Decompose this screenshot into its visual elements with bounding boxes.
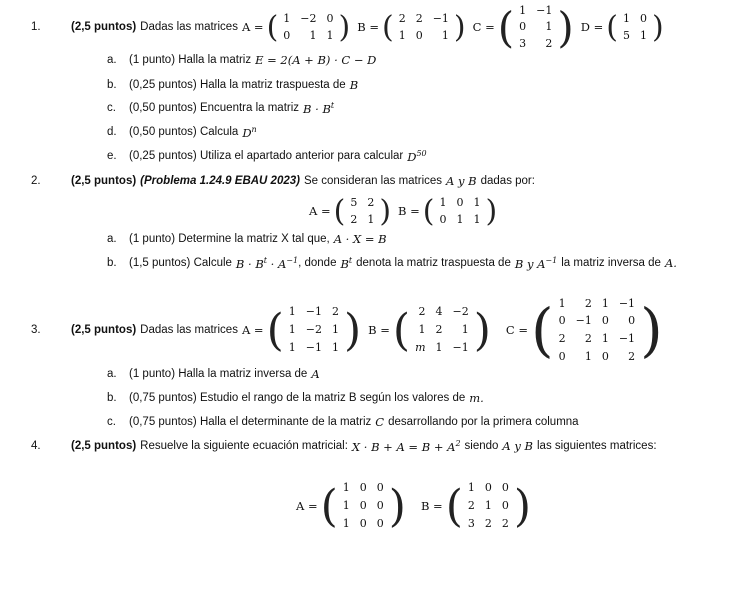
matrix-cell: 0 <box>376 499 384 513</box>
matrix-cell: 1 <box>309 29 317 42</box>
matrix-cell: −2 <box>305 323 322 337</box>
matrix-cell: 0 <box>359 481 367 495</box>
problem-reference: (Problema 1.24.9 EBAU 2023) <box>140 175 300 187</box>
item-sup: 50 <box>416 149 427 158</box>
matrix-cell: 2 <box>558 332 566 346</box>
matrix-cell: 0 <box>376 517 384 531</box>
matrix-A: ( 1 −2 0 0 1 1 ) <box>266 9 351 45</box>
p3-item-a <box>107 367 320 381</box>
item-math: A · X = B <box>333 232 387 246</box>
item-math: D <box>407 149 417 164</box>
matrix-C: ( 1 −1 0 1 3 2 ) <box>497 2 574 52</box>
item-math: A. <box>664 256 677 271</box>
item-text: (1 punto) Determine la matriz X tal que, <box>129 233 330 245</box>
end-text: las siguientes matrices: <box>537 440 657 453</box>
p1-item-a <box>107 53 376 67</box>
item-math: B <box>340 256 349 271</box>
label-B: B = <box>398 204 420 218</box>
matrix-cell: 0 <box>501 481 509 495</box>
item-letter: a. <box>107 368 117 380</box>
matrix-cell: 2 <box>501 517 509 531</box>
item-text: denota la matriz traspuesta de <box>356 257 511 270</box>
item-text: la matriz inversa de <box>561 257 661 270</box>
matrix-cell: 1 <box>558 296 566 310</box>
item-math: A <box>311 367 320 381</box>
matrix-cell: 0 <box>601 349 609 363</box>
problem-4-matrices <box>296 480 534 532</box>
matrix-A: ( 1 0 0 1 0 0 1 0 0 ) <box>320 480 406 532</box>
label-C: C = <box>472 20 495 34</box>
matrix-cell: 1 <box>342 481 350 495</box>
problem-2-matrices <box>309 193 500 229</box>
label-A: A = <box>309 204 331 218</box>
p1-item-d <box>107 125 257 140</box>
matrix-cell: 1 <box>473 195 481 209</box>
label-C: C = <box>505 323 528 337</box>
matrix-cell: 2 <box>584 332 592 346</box>
problem-number: 2. <box>31 175 41 187</box>
item-text: (0,75 puntos) Halla el determinante de la matriz <box>129 416 372 428</box>
item-letter: c. <box>107 102 116 115</box>
matrix-cell: 0 <box>558 314 566 328</box>
intro-text: Dadas las matrices <box>140 21 238 33</box>
matrix-cell: 2 <box>484 517 492 531</box>
matrix-entries <box>284 305 344 356</box>
matrix-cell: 0 <box>283 29 291 42</box>
intro-text: Resuelve la siguiente ecuación matricial: <box>140 440 348 453</box>
label-A: A = <box>241 20 264 34</box>
matrix-cell: 0 <box>415 29 423 42</box>
item-math: m. <box>469 391 484 405</box>
item-letter: b. <box>107 392 117 404</box>
matrix-cell: −1 <box>618 296 636 310</box>
item-math: D <box>242 125 252 140</box>
points-label: (2,5 puntos) <box>71 175 137 187</box>
matrix-cell: 1 <box>288 305 296 319</box>
matrix-C: ( 1 2 1 −1 0 −1 0 0 2 2 1 −1 0 1 0 2 ) <box>530 296 663 364</box>
points-label: (2,5 puntos) <box>71 324 137 336</box>
matrix-entries <box>463 481 514 532</box>
matrix-cell: 2 <box>418 305 426 319</box>
label-A: A = <box>241 323 264 337</box>
matrix-cell: 1 <box>326 29 334 42</box>
item-letter: c. <box>107 416 116 428</box>
p3-item-b <box>107 391 484 405</box>
item-sup: t <box>263 256 268 265</box>
matrix-cell: 1 <box>331 323 339 337</box>
matrix-cell: 1 <box>545 20 553 34</box>
matrix-B: ( 2 2 −1 1 0 1 ) <box>381 9 466 45</box>
item-text: (1 punto) Halla la matriz inversa de <box>129 368 308 380</box>
matrix-cell: 0 <box>628 314 636 328</box>
matrix-entries <box>435 194 486 229</box>
matrix-entries <box>345 194 379 229</box>
matrix-entries <box>278 10 338 45</box>
item-text: (0,75 puntos) Estudio el rango de la matriz B según los valores de <box>129 392 466 404</box>
matrix-cell: 1 <box>519 3 527 17</box>
p2-item-b <box>107 256 677 271</box>
item-letter: a. <box>107 54 117 66</box>
label-B: B = <box>368 323 390 337</box>
problem-number: 3. <box>31 324 41 336</box>
matrix-entries <box>554 296 640 364</box>
item-text-2: desarrollando por la primera columna <box>388 416 579 428</box>
matrix-cell: 2 <box>545 36 553 50</box>
equation: X · B + A = B + A <box>351 439 456 454</box>
item-letter: d. <box>107 126 117 139</box>
item-math: B · B <box>303 101 331 116</box>
matrix-cell: m <box>415 341 426 355</box>
item-sup: −1 <box>286 256 299 265</box>
item-text: (0,25 puntos) Utiliza el apartado anterior para calcular <box>129 150 404 163</box>
matrix-cell: −1 <box>305 305 322 319</box>
points-label: (2,5 puntos) <box>71 21 137 33</box>
item-text: (0,25 puntos) Halla la matriz traspuesta de <box>129 79 346 91</box>
matrix-cell: 3 <box>467 517 475 531</box>
matrix-cell: 1 <box>456 213 464 226</box>
item-letter: b. <box>107 79 117 91</box>
matrix-cell: 5 <box>622 29 630 42</box>
intro-math: A y B <box>446 174 477 188</box>
matrix-cell: 1 <box>342 517 350 531</box>
problem-1-statement <box>31 2 667 52</box>
matrix-entries <box>394 10 454 45</box>
label-A: A = <box>296 499 318 513</box>
matrix-cell: 2 <box>628 349 636 363</box>
item-text: , donde <box>298 257 337 270</box>
matrix-cell: 1 <box>441 29 449 42</box>
label-B: B = <box>357 20 379 34</box>
matrix-B: ( 2 4 −2 1 2 1 m 1 −1 ) <box>392 304 491 356</box>
matrix-cell: 2 <box>398 11 406 25</box>
matrix-cell: 1 <box>283 11 291 25</box>
matrix-A: ( 1 −1 2 1 −2 1 1 −1 1 ) <box>266 304 362 356</box>
matrix-cell: 2 <box>350 213 358 226</box>
matrix-cell: 0 <box>359 517 367 531</box>
label-B: B = <box>420 499 443 513</box>
matrix-cell: 0 <box>359 499 367 513</box>
matrix-B: ( 1 0 1 0 1 1 ) <box>422 193 498 229</box>
matrix-cell: 1 <box>398 29 406 42</box>
p1-item-b <box>107 78 358 92</box>
matrix-entries <box>410 305 474 356</box>
matrix-cell: 2 <box>331 305 339 319</box>
matrix-cell: 1 <box>439 195 447 209</box>
p3-item-c <box>107 415 579 429</box>
matrix-cell: 0 <box>601 314 609 328</box>
item-text: (1,5 puntos) Calcule <box>129 257 232 270</box>
matrix-cell: 0 <box>484 481 492 495</box>
matrix-cell: 0 <box>456 195 464 209</box>
intro-end: dadas por: <box>480 175 535 187</box>
item-sup: −1 <box>545 256 558 265</box>
item-math: B y A <box>514 256 546 271</box>
item-math: B <box>349 78 359 92</box>
p1-item-c <box>107 101 334 116</box>
matrix-cell: 1 <box>331 341 339 355</box>
p1-item-e <box>107 149 427 164</box>
intro-text: Se consideran las matrices <box>303 175 443 187</box>
intro-text: Dadas las matrices <box>140 324 238 336</box>
matrix-cell: 5 <box>350 195 358 209</box>
matrix-cell: 1 <box>467 481 475 495</box>
matrix-cell: −1 <box>618 332 636 346</box>
matrix-D: ( 1 0 5 1 ) <box>606 9 664 45</box>
matrix-cell: −1 <box>305 341 322 355</box>
problem-2-statement <box>31 174 535 188</box>
matrix-entries <box>514 3 557 52</box>
matrix-cell: 1 <box>435 341 443 355</box>
item-sup: n <box>251 125 257 134</box>
problem-number: 4. <box>31 440 41 453</box>
matrix-B: ( 1 0 0 2 1 0 3 2 2 ) <box>445 480 532 532</box>
matrix-cell: 0 <box>326 11 334 25</box>
item-math: · A <box>270 256 287 271</box>
item-text: (0,50 puntos) Calcula <box>129 126 239 139</box>
matrix-cell: 1 <box>639 29 647 42</box>
matrix-cell: 1 <box>601 296 609 310</box>
item-letter: a. <box>107 233 117 245</box>
item-math: B · B <box>235 256 264 271</box>
matrix-entries <box>338 481 389 532</box>
matrix-cell: 0 <box>376 481 384 495</box>
matrix-cell: 1 <box>484 499 492 513</box>
item-math: E = 2(A + B) · C − D <box>255 53 377 67</box>
item-sup: t <box>330 101 335 110</box>
matrix-cell: 2 <box>435 323 443 337</box>
matrix-cell: 1 <box>473 213 481 226</box>
item-math: C <box>375 415 385 429</box>
matrix-cell: 0 <box>639 11 647 25</box>
matrix-cell: 1 <box>288 341 296 355</box>
mid-math: A y B <box>502 439 533 454</box>
matrix-cell: 1 <box>367 213 375 226</box>
matrix-cell: 2 <box>467 499 475 513</box>
equation-sup: 2 <box>455 439 461 448</box>
matrix-cell: 3 <box>519 36 527 50</box>
matrix-cell: 1 <box>288 323 296 337</box>
item-text: (0,50 puntos) Encuentra la matriz <box>129 102 300 115</box>
mid-text: siendo <box>464 440 499 453</box>
matrix-cell: 2 <box>415 11 423 25</box>
matrix-cell: −2 <box>300 11 317 25</box>
problem-3-statement <box>31 298 666 362</box>
matrix-cell: −1 <box>575 314 592 328</box>
matrix-A: ( 5 2 2 1 ) <box>333 193 392 229</box>
problem-number: 1. <box>31 21 41 33</box>
item-letter: e. <box>107 150 117 163</box>
matrix-cell: 1 <box>342 499 350 513</box>
item-letter: b. <box>107 257 117 270</box>
points-label: (2,5 puntos) <box>71 440 137 453</box>
matrix-cell: 1 <box>601 332 609 346</box>
p2-item-a <box>107 232 387 246</box>
matrix-entries <box>618 10 652 45</box>
matrix-cell: −1 <box>536 3 553 17</box>
matrix-cell: −2 <box>452 305 469 319</box>
problem-4-statement <box>31 439 657 454</box>
label-D: D = <box>580 20 604 34</box>
matrix-cell: 1 <box>418 323 426 337</box>
matrix-cell: 4 <box>435 305 443 319</box>
matrix-cell: 1 <box>622 11 630 25</box>
item-text: (1 punto) Halla la matriz <box>129 54 252 66</box>
matrix-cell: 2 <box>367 195 375 209</box>
item-sup: t <box>348 256 353 265</box>
matrix-cell: 0 <box>558 349 566 363</box>
matrix-cell: 0 <box>519 20 527 34</box>
matrix-cell: −1 <box>432 11 449 25</box>
matrix-cell: −1 <box>452 341 469 355</box>
matrix-cell: 1 <box>461 323 469 337</box>
matrix-cell: 0 <box>439 213 447 226</box>
matrix-cell: 2 <box>584 296 592 310</box>
matrix-cell: 0 <box>501 499 509 513</box>
matrix-cell: 1 <box>584 349 592 363</box>
